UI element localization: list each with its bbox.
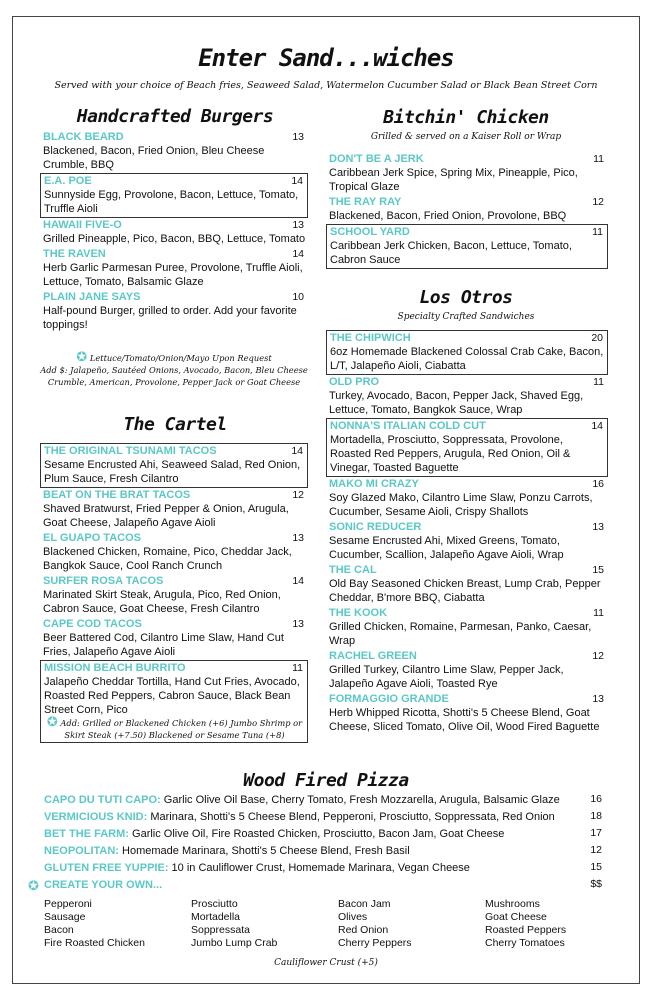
item-name: THE CHIPWICH: [330, 332, 411, 344]
pizza-name: GLUTEN FREE YUPPIE:: [44, 862, 169, 874]
menu-item: [326, 520, 608, 563]
burgers-list: [40, 130, 308, 333]
pizza-item: [44, 809, 602, 826]
pizza-item: [28, 877, 602, 894]
item-name: E.A. POE: [44, 175, 92, 187]
item-name: THE CAL: [329, 564, 377, 576]
pizza-description: Garlic Olive Oil, Fire Roasted Chicken, Prosciutto, Bacon Jam, Goat Cheese: [132, 828, 505, 840]
burgers-title: Handcrafted Burgers: [76, 106, 274, 127]
topping-option: Prosciutto: [191, 898, 238, 910]
menu-item: [326, 375, 608, 418]
pizza-description: Marinara, Shotti's 5 Cheese Blend, Pepperoni, Prosciutto, Soppressata, Red Onion: [150, 811, 555, 823]
item-description: Sesame Encrusted Ahi, Mixed Greens, Tomato, Cucumber, Scallion, Jalapeño Agave Aioli, Wrap: [329, 535, 564, 561]
pizza-price: 18: [590, 810, 602, 822]
item-description: Marinated Skirt Steak, Arugula, Pico, Red Onion, Cabron Sauce, Goat Cheese, Fresh Cilantro: [43, 589, 281, 615]
cartel-list: [40, 443, 308, 743]
burgers-note-add: Add $: Jalapeño, Sautéed Onions, Avocado, Bacon, Bleu Cheese Crumble, American, Provolone, Pepper Jack or Goat Cheese: [40, 365, 308, 387]
item-name: THE RAY RAY: [329, 196, 402, 208]
pizza-name: BET THE FARM:: [44, 828, 129, 840]
item-description: Blackened Chicken, Romaine, Pico, Cheddar Jack, Bangkok Sauce, Cool Ranch Crunch: [43, 546, 292, 572]
item-price: 11: [593, 607, 604, 619]
menu-item: [40, 218, 308, 247]
menu-item: [40, 130, 308, 173]
cartel-note-add: ✪ Add: Grilled or Blackened Chicken (+6) Jumbo Shrimp or Skirt Steak (+7.50) Blackened or Sesame Tuna (+8): [46, 715, 303, 740]
item-price: 14: [291, 445, 303, 457]
pizza-footnote: Cauliflower Crust (+5): [274, 958, 378, 968]
item-price: 14: [591, 420, 603, 432]
pizza-name: CAPO DU TUTI CAPO:: [44, 794, 161, 806]
item-name: PLAIN JANE SAYS: [43, 291, 141, 303]
pizza-price: 17: [590, 827, 602, 839]
item-price: 12: [292, 489, 304, 501]
item-price: 11: [593, 376, 604, 388]
otros-list: [326, 330, 608, 735]
item-name: DON'T BE A JERK: [329, 153, 424, 165]
item-price: 16: [592, 478, 604, 490]
item-name: RACHEL GREEN: [329, 650, 417, 662]
otros-title: Los Otros: [419, 287, 513, 308]
topping-option: Sausage: [44, 911, 86, 923]
item-description: Blackened, Bacon, Fried Onion, Bleu Cheese Crumble, BBQ: [43, 145, 265, 171]
pizza-item: [44, 860, 602, 877]
item-description: Old Bay Seasoned Chicken Breast, Lump Crab, Pepper Cheddar, B'more BBQ, Ciabatta: [329, 578, 601, 604]
item-name: THE ORIGINAL TSUNAMI TACOS: [44, 445, 217, 457]
item-name: SCHOOL YARD: [330, 226, 410, 238]
menu-item: [326, 330, 608, 375]
item-price: 13: [592, 521, 604, 533]
menu-item: [326, 224, 608, 269]
item-price: 13: [292, 131, 304, 143]
topping-option: Red Onion: [338, 924, 389, 936]
pizza-description: 10 in Cauliflower Crust, Homemade Marinara, Vegan Cheese: [171, 862, 470, 874]
chicken-list: [326, 152, 608, 269]
menu-item: [326, 606, 608, 649]
chicken-title: Bitchin' Chicken: [383, 107, 549, 128]
topping-option: Mushrooms: [485, 898, 540, 910]
item-name: MAKO MI CRAZY: [329, 478, 419, 490]
menu-item: [40, 443, 308, 488]
item-description: Turkey, Avocado, Bacon, Pepper Jack, Shaved Egg, Lettuce, Tomato, Bangkok Sauce, Wrap: [329, 390, 584, 416]
pizza-title: Wood Fired Pizza: [243, 770, 409, 791]
item-price: 10: [292, 291, 304, 303]
topping-option: Cherry Tomatoes: [485, 937, 565, 949]
item-name: SONIC REDUCER: [329, 521, 422, 533]
item-description: Half-pound Burger, grilled to order. Add your favorite toppings!: [43, 305, 297, 331]
pizza-description: Garlic Olive Oil Base, Cherry Tomato, Fresh Mozzarella, Arugula, Balsamic Glaze: [163, 794, 560, 806]
item-price: 13: [592, 693, 604, 705]
item-description: Grilled Pineapple, Pico, Bacon, BBQ, Lettuce, Tomato: [43, 233, 306, 245]
item-description: Herb Garlic Parmesan Puree, Provolone, Truffle Aioli, Lettuce, Tomato, Balsamic Glaze: [43, 262, 303, 288]
item-name: EL GUAPO TACOS: [43, 532, 141, 544]
item-name: CAPE COD TACOS: [43, 618, 142, 630]
pizza-name: NEOPOLITAN:: [44, 845, 119, 857]
item-description: Blackened, Bacon, Fried Onion, Provolone, BBQ: [329, 210, 567, 222]
menu-item: [326, 477, 608, 520]
pizza-price: 15: [590, 861, 602, 873]
item-description: Grilled Chicken, Romaine, Parmesan, Panko, Caesar, Wrap: [329, 621, 592, 647]
item-description: Sunnyside Egg, Provolone, Bacon, Lettuce, Tomato, Truffle Aioli: [44, 189, 299, 215]
menu-item: [326, 195, 608, 224]
item-description: Shaved Bratwurst, Fried Pepper & Onion, Arugula, Goat Cheese, Jalapeño Agave Aioli: [43, 503, 289, 529]
item-description: Caribbean Jerk Chicken, Bacon, Lettuce, Tomato, Cabron Sauce: [330, 240, 572, 266]
item-description: Soy Glazed Mako, Cilantro Lime Slaw, Ponzu Carrots, Cucumber, Sesame Aioli, Crispy Shallots: [329, 492, 593, 518]
pizza-price: 16: [590, 793, 602, 805]
item-description: Herb Whipped Ricotta, Shotti's 5 Cheese Blend, Goat Cheese, Sliced Tomato, Olive Oil, Wood Fired Baguette: [329, 707, 600, 733]
pizza-price: $$: [590, 878, 602, 890]
item-price: 11: [292, 662, 303, 674]
star-icon: ✪: [46, 715, 58, 730]
menu-item: [40, 247, 308, 290]
item-name: SURFER ROSA TACOS: [43, 575, 164, 587]
menu-item: [40, 488, 308, 531]
item-name: BLACK BEARD: [43, 131, 124, 143]
topping-option: Bacon: [44, 924, 74, 936]
page-subtitle: Served with your choice of Beach fries, Seaweed Salad, Watermelon Cucumber Salad or Black Bean Street Corn: [54, 80, 598, 91]
item-name: FORMAGGIO GRANDE: [329, 693, 449, 705]
menu-item: [326, 152, 608, 195]
topping-option: Soppressata: [191, 924, 250, 936]
star-icon: ✪: [76, 350, 88, 365]
item-description: 6oz Homemade Blackened Colossal Crab Cake, Bacon, L/T, Jalapeño Aioli, Ciabatta: [330, 346, 604, 372]
menu-item: [40, 173, 308, 218]
item-description: Caribbean Jerk Spice, Spring Mix, Pineapple, Pico, Tropical Glaze: [329, 167, 578, 193]
topping-option: Jumbo Lump Crab: [191, 937, 278, 949]
item-price: 12: [592, 196, 604, 208]
topping-option: Pepperoni: [44, 898, 92, 910]
item-description: Grilled Turkey, Cilantro Lime Slaw, Pepper Jack, Jalapeño Agave Aioli, Toasted Rye: [329, 664, 564, 690]
menu-item: [40, 531, 308, 574]
item-price: 14: [291, 175, 303, 187]
pizza-name: VERMICIOUS KNID:: [44, 811, 148, 823]
pizza-item: [44, 792, 602, 809]
otros-subtitle: Specialty Crafted Sandwiches: [397, 312, 535, 322]
burgers-note-star: ✪ Lettuce/Tomato/Onion/Mayo Upon Request: [76, 350, 272, 365]
item-name: OLD PRO: [329, 376, 380, 388]
item-name: HAWAII FIVE-O: [43, 219, 122, 231]
chicken-subtitle: Grilled & served on a Kaiser Roll or Wrap: [370, 132, 562, 142]
item-price: 13: [292, 219, 304, 231]
topping-option: Fire Roasted Chicken: [44, 937, 145, 949]
pizza-item: [44, 843, 602, 860]
item-price: 12: [592, 650, 604, 662]
burgers-notes: [34, 352, 314, 388]
menu-item: [40, 290, 308, 333]
menu-item: [40, 660, 308, 743]
pizza-toppings: [44, 898, 624, 950]
topping-option: Olives: [338, 911, 368, 923]
menu-item: [326, 692, 608, 735]
item-name: BEAT ON THE BRAT TACOS: [43, 489, 191, 501]
star-icon: ✪: [28, 878, 39, 893]
topping-option: Cherry Peppers: [338, 937, 412, 949]
item-price: 15: [592, 564, 604, 576]
cartel-title: The Cartel: [123, 414, 227, 435]
menu-item: [40, 617, 308, 660]
item-price: 14: [292, 248, 304, 260]
item-name: MISSION BEACH BURRITO: [44, 662, 186, 674]
topping-option: Roasted Peppers: [485, 924, 567, 936]
item-name: NONNA'S ITALIAN COLD CUT: [330, 420, 486, 432]
item-name: THE KOOK: [329, 607, 388, 619]
menu-item: [326, 418, 608, 477]
pizza-price: 12: [590, 844, 602, 856]
menu-item: [326, 649, 608, 692]
item-description: Jalapeño Cheddar Tortilla, Hand Cut Fries, Avocado, Roasted Red Peppers, Cabron Sauce, Black Bean Street Corn, Pico: [44, 676, 300, 716]
item-price: 14: [292, 575, 304, 587]
item-price: 13: [292, 618, 304, 630]
item-description: Sesame Encrusted Ahi, Seaweed Salad, Red Onion, Plum Sauce, Fresh Cilantro: [44, 459, 301, 485]
menu-item: [326, 563, 608, 606]
item-price: 20: [591, 332, 603, 344]
item-price: 11: [593, 153, 604, 165]
item-price: 11: [592, 226, 603, 238]
item-description: Mortadella, Prosciutto, Soppressata, Provolone, Roasted Red Peppers, Arugula, Red Onion, Oil & Vinegar, Toasted Baguette: [330, 434, 571, 474]
pizza-name: CREATE YOUR OWN...: [44, 879, 163, 891]
pizza-description: Homemade Marinara, Shotti's 5 Cheese Blend, Fresh Basil: [122, 845, 410, 857]
item-name: THE RAVEN: [43, 248, 106, 260]
page-title: Enter Sand...wiches: [198, 44, 454, 72]
pizza-list: [28, 792, 602, 894]
topping-option: Mortadella: [191, 911, 241, 923]
topping-option: Goat Cheese: [485, 911, 547, 923]
item-price: 13: [292, 532, 304, 544]
topping-option: Bacon Jam: [338, 898, 391, 910]
item-description: Beer Battered Cod, Cilantro Lime Slaw, Hand Cut Fries, Jalapeño Agave Aioli: [43, 632, 284, 658]
menu-item: [40, 574, 308, 617]
pizza-item: [44, 826, 602, 843]
